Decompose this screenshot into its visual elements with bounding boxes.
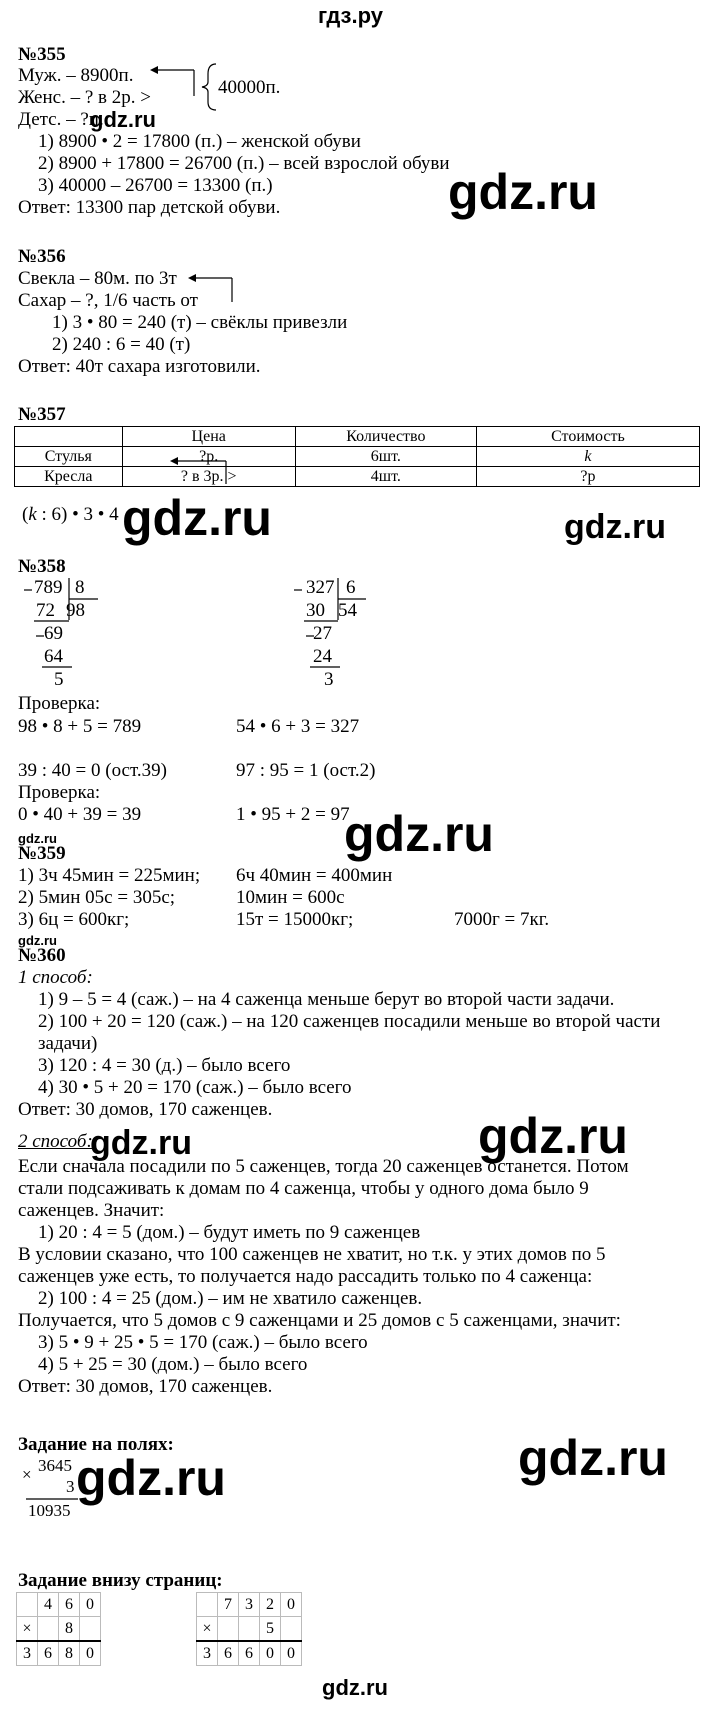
grid-cell: 0 [281, 1593, 302, 1617]
table-cell: 6шт. [295, 447, 476, 467]
grid-cell: 6 [218, 1641, 239, 1666]
div1-quotient: 98 [66, 600, 85, 621]
grid-cell [281, 1617, 302, 1642]
p357-formula: (k : 6) • 3 • 4 [22, 504, 119, 525]
margin-task-title: Задание на полях: [18, 1434, 174, 1455]
p359-r2a: 2) 5мин 05с = 305с; [18, 887, 176, 908]
table-cell: k [476, 447, 699, 467]
grid-cell-sign: × [197, 1617, 218, 1642]
grid-row-mid [197, 1617, 302, 1642]
grid-cell: 0 [260, 1641, 281, 1666]
p360-m1s2b: задачи) [38, 1033, 98, 1054]
p360-m1s3: 3) 120 : 4 = 30 (д.) – было всего [38, 1055, 291, 1076]
p355-line2: Женс. – ? в 2р. > [18, 87, 151, 108]
p358-check-label: Проверка: [18, 693, 101, 714]
bottom-grid-1 [16, 1592, 101, 1666]
p355-line3: Детс. – ?п. [18, 109, 104, 130]
p360-m1s2a: 2) 100 + 20 = 120 (саж.) – на 120 саженцев посадили меньше во второй части [38, 1011, 661, 1032]
p355-line1: Муж. – 8900п. [18, 65, 134, 86]
p360-m2answer: Ответ: 30 домов, 170 саженцев. [18, 1376, 273, 1397]
p355-title: №355 [18, 44, 66, 65]
watermark-medium: gdz.ru [90, 1124, 192, 1162]
p360-m2p2a: В условии сказано, что 100 саженцев не хватит, но т.к. у этих домов по 5 [18, 1244, 606, 1265]
grid-cell: 4 [38, 1593, 59, 1617]
site-header: гдз.ру [318, 3, 383, 28]
grid-cell: 6 [59, 1593, 80, 1617]
margin-mult-sign: × [22, 1465, 32, 1484]
grid-cell [239, 1617, 260, 1642]
p356-line2: Сахар – ?, 1/6 часть от [18, 290, 198, 311]
p359-r3c: 7000г = 7кг. [454, 909, 550, 930]
p357-table [14, 426, 700, 487]
grid-row-result [197, 1641, 302, 1666]
grid-row-result [17, 1641, 101, 1666]
grid-cell: 3 [197, 1641, 218, 1666]
div1-sub2: 64 [44, 646, 63, 667]
grid-cell: 3 [239, 1593, 260, 1617]
p360-method2: 2 способ: [18, 1131, 93, 1152]
p357-arrow [170, 454, 230, 488]
p358-div3: 39 : 40 = 0 (ост.39) [18, 760, 167, 781]
grid-row-mid [17, 1617, 101, 1642]
p360-m1s1: 1) 9 – 5 = 4 (саж.) – на 4 саженца меньше берут во второй части задачи. [38, 989, 615, 1010]
div2-lines [288, 576, 378, 686]
p360-method1: 1 способ: [18, 967, 93, 988]
p360-m1answer: Ответ: 30 домов, 170 саженцев. [18, 1099, 273, 1120]
p358-check1b: 54 • 6 + 3 = 327 [236, 716, 360, 737]
watermark-large: gdz.ru [122, 490, 272, 546]
p358-div4: 97 : 95 = 1 (ост.2) [236, 760, 376, 781]
p360-m1s4: 4) 30 • 5 + 20 = 170 (саж.) – было всего [38, 1077, 352, 1098]
p360-m2p3: Получается, что 5 домов с 9 саженцами и 25 домов с 5 саженцами, значит: [18, 1310, 621, 1331]
grid-cell [38, 1617, 59, 1642]
bottom-task-title: Задание внизу страниц: [18, 1570, 223, 1591]
bottom-grid-2 [196, 1592, 302, 1666]
p355-step1: 1) 8900 • 2 = 17800 (п.) – женской обуви [38, 131, 361, 152]
table-row [15, 447, 700, 467]
grid-row-top [197, 1593, 302, 1617]
p360-m2s4: 4) 5 + 25 = 30 (дом.) – было всего [38, 1354, 308, 1375]
p360-m2s2: 2) 100 : 4 = 25 (дом.) – им не хватило саженцев. [38, 1288, 423, 1309]
grid-cell: 0 [281, 1641, 302, 1666]
div2-sub1: 30 [306, 600, 325, 621]
table-cell: 4шт. [295, 467, 476, 487]
p360-m2p1b: стали подсаживать к домам по 4 саженца, чтобы у одного дома было 9 [18, 1178, 589, 1199]
grid-cell: 8 [59, 1641, 80, 1666]
div2-rem: 3 [324, 669, 334, 690]
div2-sub2: 24 [313, 646, 332, 667]
div1-sub1: 72 [36, 600, 55, 621]
p359-r3b: 15т = 15000кг; [236, 909, 354, 930]
grid-cell-sign: × [17, 1617, 38, 1642]
p360-m2p2b: саженцев уже есть, то получается надо рассадить только по 4 саженца: [18, 1266, 593, 1287]
p358-check-label2: Проверка: [18, 782, 101, 803]
div1-lines [18, 576, 108, 686]
grid-cell [218, 1617, 239, 1642]
grid-cell: 0 [80, 1593, 101, 1617]
p355-step3: 3) 40000 – 26700 = 13300 (п.) [38, 175, 273, 196]
grid-cell: 6 [38, 1641, 59, 1666]
watermark-footer: gdz.ru [322, 1675, 388, 1700]
p358-check1a: 98 • 8 + 5 = 789 [18, 716, 142, 737]
watermark-large: gdz.ru [518, 1430, 668, 1486]
watermark-large: gdz.ru [344, 806, 494, 862]
table-row [15, 427, 700, 447]
p358-check2b: 1 • 95 + 2 = 97 [236, 804, 350, 825]
margin-result: 10935 [28, 1501, 71, 1520]
p358-title: №358 [18, 556, 66, 577]
p356-answer: Ответ: 40т сахара изготовили. [18, 356, 261, 377]
grid-cell [197, 1593, 218, 1617]
div2-rem1: 27 [313, 623, 332, 644]
p360-m2p1c: саженцев. Значит: [18, 1200, 165, 1221]
grid-cell: 2 [260, 1593, 281, 1617]
p359-r1b: 6ч 40мин = 400мин [236, 865, 393, 886]
grid-cell [80, 1617, 101, 1642]
p360-m2s3: 3) 5 • 9 + 25 • 5 = 170 (саж.) – было всего [38, 1332, 368, 1353]
p356-step1: 1) 3 • 80 = 240 (т) – свёклы привезли [52, 312, 348, 333]
p360-m2p1a: Если сначала посадили по 5 саженцев, тогда 20 саженцев останется. Потом [18, 1156, 629, 1177]
grid-cell: 8 [59, 1617, 80, 1642]
p356-step2: 2) 240 : 6 = 40 (т) [52, 334, 191, 355]
grid-cell: 0 [80, 1641, 101, 1666]
div2-quotient: 54 [338, 600, 357, 621]
p356-line1: Свекла – 80м. по 3т [18, 268, 177, 289]
div1-rem1: 69 [44, 623, 63, 644]
p359-r2b: 10мин = 600с [236, 887, 345, 908]
div1-dividend: 789 [34, 577, 63, 598]
table-cell: Стулья [15, 447, 123, 467]
grid-cell: 6 [239, 1641, 260, 1666]
table-header-cell: Стоимость [476, 427, 699, 447]
p359-title: №359 [18, 843, 66, 864]
grid-cell: 7 [218, 1593, 239, 1617]
table-cell: Кресла [15, 467, 123, 487]
p355-total: 40000п. [218, 77, 281, 98]
p355-step2: 2) 8900 + 17800 = 26700 (п.) – всей взрослой обуви [38, 153, 450, 174]
watermark-large: gdz.ru [76, 1450, 226, 1506]
grid-cell: 5 [260, 1617, 281, 1642]
table-cell: ? в 3р. > [122, 467, 295, 487]
margin-mult: 3 [66, 1477, 75, 1496]
grid-cell: 3 [17, 1641, 38, 1666]
watermark-tiny: gdz.ru [18, 831, 57, 846]
div1-divisor: 8 [75, 577, 85, 598]
grid-cell [17, 1593, 38, 1617]
watermark-large: gdz.ru [478, 1108, 628, 1164]
table-cell: ?р [476, 467, 699, 487]
p359-r1a: 1) 3ч 45мин = 225мин; [18, 865, 201, 886]
p356-title: №356 [18, 246, 66, 267]
p360-title: №360 [18, 945, 66, 966]
p360-m2s1: 1) 20 : 4 = 5 (дом.) – будут иметь по 9 саженцев [38, 1222, 421, 1243]
div2-dividend: 327 [306, 577, 335, 598]
table-row [15, 467, 700, 487]
p359-r3a: 3) 6ц = 600кг; [18, 909, 130, 930]
table-header-cell [15, 427, 123, 447]
div1-rem: 5 [54, 669, 64, 690]
watermark-large: gdz.ru [448, 164, 598, 220]
table-header-cell: Цена [122, 427, 295, 447]
watermark-medium: gdz.ru [564, 508, 666, 546]
div2-divisor: 6 [346, 577, 356, 598]
grid-row-top [17, 1593, 101, 1617]
table-header-cell: Количество [295, 427, 476, 447]
p355-answer: Ответ: 13300 пар детской обуви. [18, 197, 281, 218]
p358-check2a: 0 • 40 + 39 = 39 [18, 804, 142, 825]
table-cell: ?р. [122, 447, 295, 467]
p357-title: №357 [18, 404, 66, 425]
watermark-small: gdz.ru [90, 107, 156, 132]
margin-top-number: 3645 [38, 1456, 72, 1475]
watermark-tiny: gdz.ru [18, 933, 57, 948]
